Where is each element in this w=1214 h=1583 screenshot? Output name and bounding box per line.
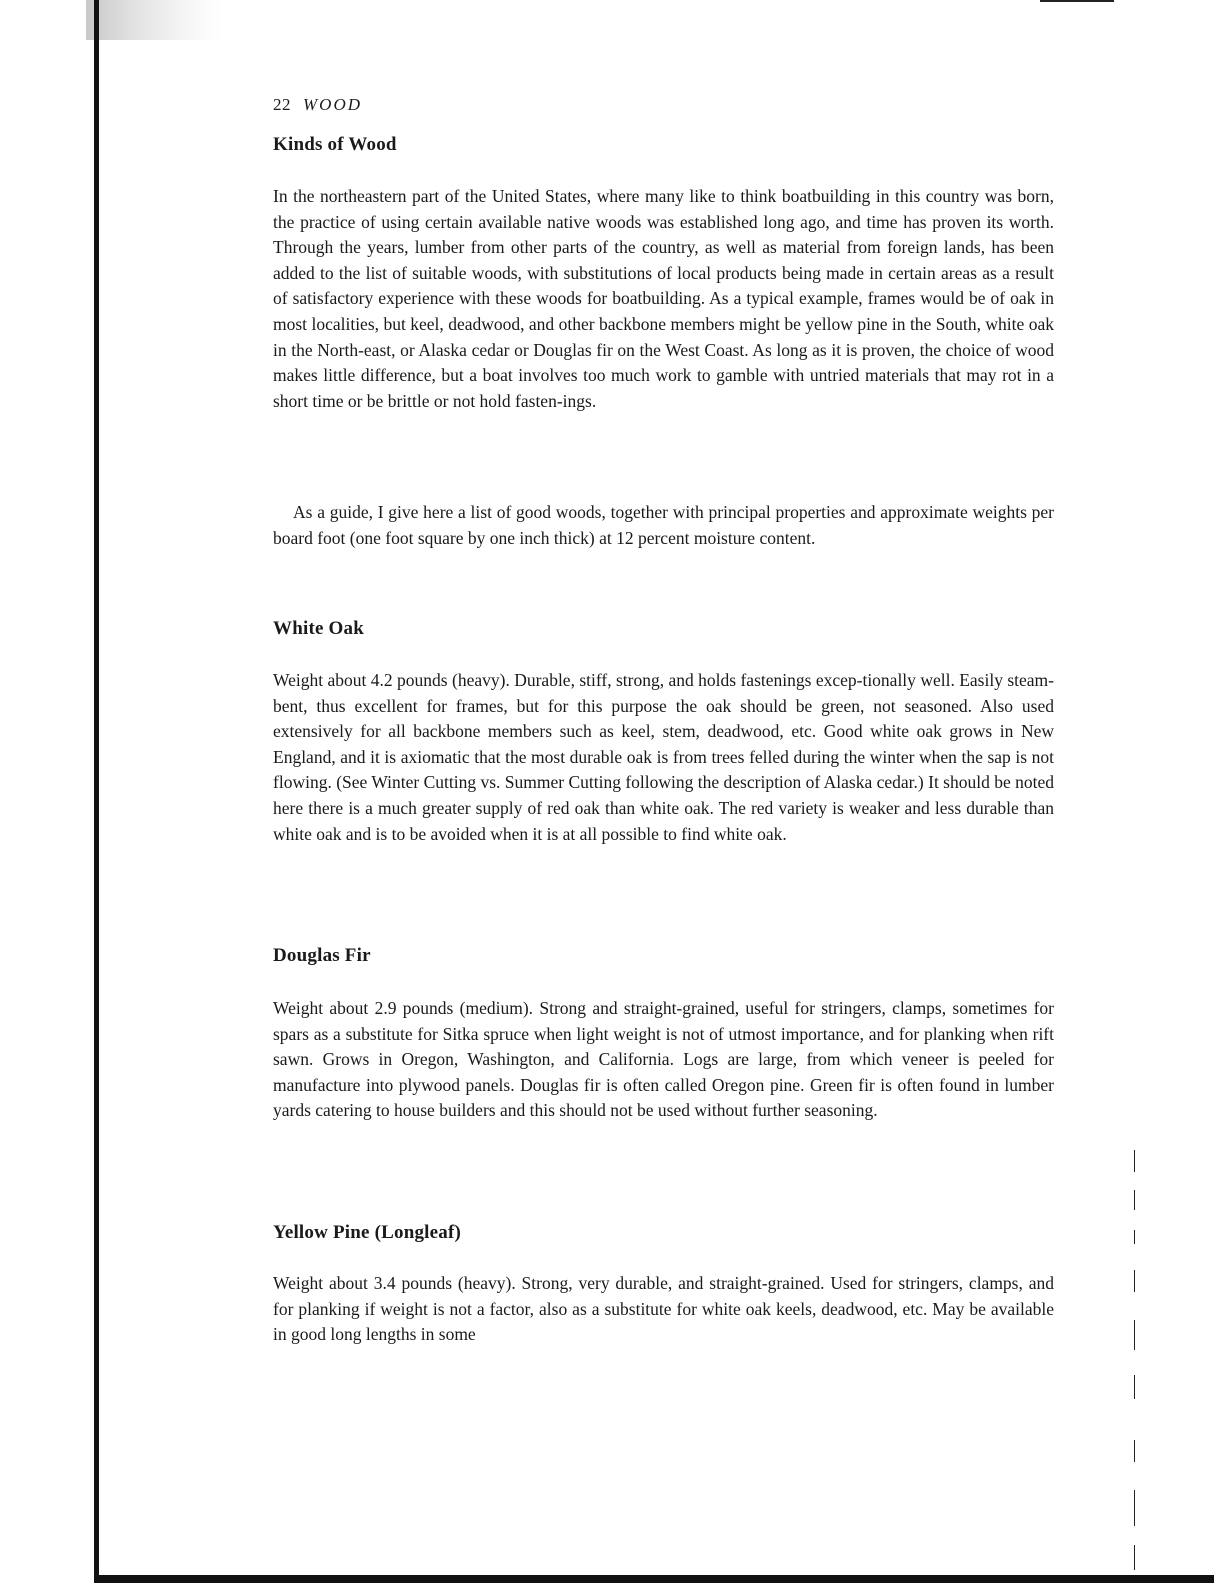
white-oak-paragraph: Weight about 4.2 pounds (heavy). Durable, stiff, strong, and holds fastenings excep-tionally well. Easily steam-bent, thus excellent for frames, but for this purpose the oak should be green, not seasoned. Also used extensively for all backbone members such as keel, stem, deadwood, etc. Good white oak grows in New England, and it is axiomatic that the most durable oak is from trees felled during the winter when the sap is not flowing. (See Winter Cutting vs. Summer Cutting following the description of Alaska cedar.) It should be noted here there is a much greater supply of red oak than white oak. The red variety is weaker and less durable than white oak and is to be avoided when it is at all possible to find white oak. xyxy=(273,670,1055,844)
section-heading-white-oak: White Oak xyxy=(273,618,365,639)
margin-scan-marks xyxy=(1134,1150,1138,1570)
page-number: 22 xyxy=(273,95,291,114)
douglas-fir-paragraph: Weight about 2.9 pounds (medium). Strong and straight-grained, useful for stringers, clamps, sometimes for spars as a substitute for Sitka spruce when light weight is not of utmost importance, and for planking when rift sawn. Grows in Oregon, Washington, and California. Logs are large, from which veneer is peeled for manufacture into plywood panels. Douglas fir is often called Oregon pine. Green fir is often found in lumber yards catering to house builders and this should not be used without further seasoning. xyxy=(273,998,1054,1121)
yellow-pine-paragraph: Weight about 3.4 pounds (heavy). Strong, very durable, and straight-grained. Used for stringers, clamps, and for planking if weight is not a factor, also as a substitute for white oak keels, deadwood, etc. May be available in good long lengths in some xyxy=(273,1273,1054,1345)
scan-shadow xyxy=(86,0,222,40)
page-bottom-edge xyxy=(94,1575,1214,1583)
page-left-edge xyxy=(94,0,99,1583)
running-head xyxy=(273,95,362,115)
section-heading-douglas-fir: Douglas Fir xyxy=(273,945,371,966)
chapter-title: WOOD xyxy=(303,95,362,114)
kinds-paragraph-1: In the northeastern part of the United States, where many like to think boatbuilding in this country was born, the practice of using certain available native woods was established long ago, and time has proven its worth. Through the years, lumber from other parts of the country, as well as material from foreign lands, has been added to the list of suitable woods, with substitutions of local products being made in certain areas as a result of satisfactory experience with these woods for boatbuilding. As a typical example, frames would be of oak in most localities, but keel, deadwood, and other backbone members might be yellow pine in the South, white oak in the North-east, or Alaska cedar or Douglas fir on the West Coast. As long as it is proven, the choice of wood makes little difference, but a boat involves too much work to gamble with untried materials that may rot in a short time or be brittle or not hold fasten-ings. xyxy=(273,186,1054,411)
top-corner-rule xyxy=(1040,0,1114,2)
section-heading-yellow-pine: Yellow Pine (Longleaf) xyxy=(273,1222,462,1243)
kinds-paragraph-2: As a guide, I give here a list of good woods, together with principal properties and approximate weights per board foot (one foot square by one inch thick) at 12 percent moisture content. xyxy=(273,502,1054,548)
section-heading-kinds-of-wood: Kinds of Wood xyxy=(273,134,397,155)
